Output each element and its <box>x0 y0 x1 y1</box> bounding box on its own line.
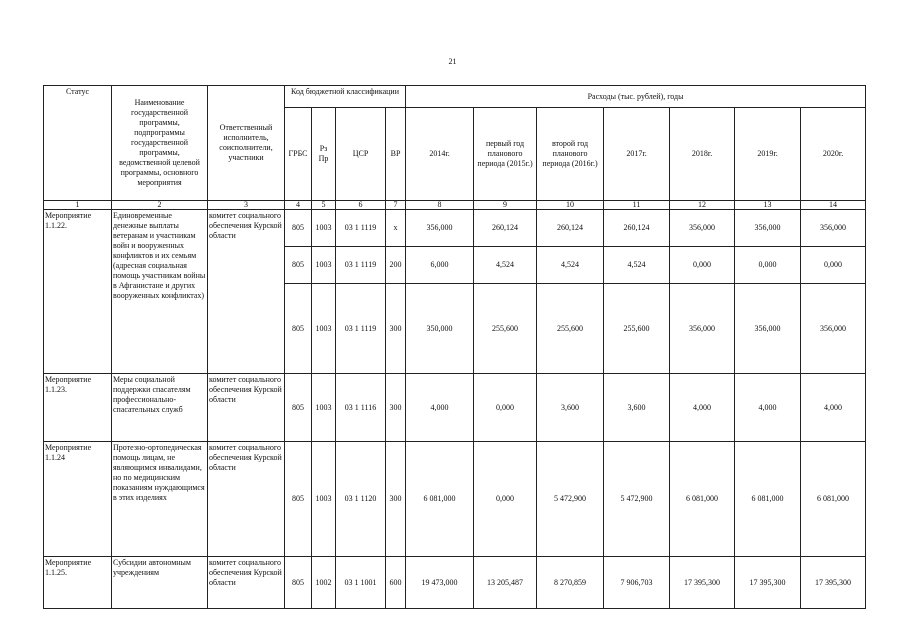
cell-2014: 6 081,000 <box>406 442 474 557</box>
cell-csr: 03 1 1119 <box>336 210 386 247</box>
row-responsible: комитет социального обеспечения Курской области <box>208 374 285 442</box>
cell-2019: 356,000 <box>735 210 801 247</box>
cell-2020: 6 081,000 <box>801 442 866 557</box>
row-name: Субсидии автономным учреждениям <box>112 557 208 609</box>
column-number: 8 <box>406 201 474 210</box>
header-2015: первый год планового периода (2015г.) <box>474 108 537 201</box>
column-number-row <box>44 201 866 210</box>
header-2018: 2018г. <box>670 108 735 201</box>
column-number: 5 <box>312 201 336 210</box>
budget-table <box>43 85 866 609</box>
cell-2019: 6 081,000 <box>735 442 801 557</box>
column-number: 2 <box>112 201 208 210</box>
row-status: Мероприятие 1.1.23. <box>44 374 112 442</box>
header-2014: 2014г. <box>406 108 474 201</box>
column-number: 11 <box>604 201 670 210</box>
column-number: 1 <box>44 201 112 210</box>
header-2017: 2017г. <box>604 108 670 201</box>
cell-2015: 0,000 <box>474 374 537 442</box>
header-responsible: Ответственный исполнитель, соисполнители, участники <box>208 86 285 201</box>
row-status: Мероприятие 1.1.25. <box>44 557 112 609</box>
cell-2015: 260,124 <box>474 210 537 247</box>
cell-2016: 3,600 <box>537 374 604 442</box>
cell-2020: 356,000 <box>801 210 866 247</box>
cell-rzpr: 1003 <box>312 247 336 284</box>
cell-2014: 350,000 <box>406 284 474 374</box>
cell-2015: 255,600 <box>474 284 537 374</box>
cell-rzpr: 1003 <box>312 284 336 374</box>
column-number: 12 <box>670 201 735 210</box>
cell-2020: 4,000 <box>801 374 866 442</box>
cell-2020: 0,000 <box>801 247 866 284</box>
table-row <box>44 210 866 247</box>
cell-2014: 19 473,000 <box>406 557 474 609</box>
cell-2016: 8 270,859 <box>537 557 604 609</box>
header-budget-code: Код бюджетной классификации <box>285 86 406 108</box>
cell-2019: 4,000 <box>735 374 801 442</box>
cell-grbs: 805 <box>285 557 312 609</box>
header-grbs: ГРБС <box>285 108 312 201</box>
cell-2018: 356,000 <box>670 210 735 247</box>
row-status: Мероприятие 1.1.24 <box>44 442 112 557</box>
column-number: 13 <box>735 201 801 210</box>
column-number: 4 <box>285 201 312 210</box>
row-name: Протезно-ортопедическая помощь лицам, не являющимся инвалидами, но по медицинским показаниям нуждающимся в этих изделиях <box>112 442 208 557</box>
cell-rzpr: 1003 <box>312 374 336 442</box>
cell-2016: 5 472,900 <box>537 442 604 557</box>
cell-rzpr: 1003 <box>312 210 336 247</box>
column-number: 3 <box>208 201 285 210</box>
cell-vr: 600 <box>386 557 406 609</box>
cell-2018: 6 081,000 <box>670 442 735 557</box>
cell-2014: 6,000 <box>406 247 474 284</box>
column-number: 7 <box>386 201 406 210</box>
row-status: Мероприятие 1.1.22. <box>44 210 112 374</box>
cell-vr: 300 <box>386 442 406 557</box>
row-responsible: комитет социального обеспечения Курской области <box>208 557 285 609</box>
cell-2015: 0,000 <box>474 442 537 557</box>
cell-2020: 17 395,300 <box>801 557 866 609</box>
cell-vr: 300 <box>386 374 406 442</box>
cell-grbs: 805 <box>285 284 312 374</box>
cell-2014: 356,000 <box>406 210 474 247</box>
header-vr: ВР <box>386 108 406 201</box>
cell-rzpr: 1002 <box>312 557 336 609</box>
cell-csr: 03 1 1001 <box>336 557 386 609</box>
cell-2017: 3,600 <box>604 374 670 442</box>
cell-2017: 260,124 <box>604 210 670 247</box>
header-name: Наименование государственной программы, подпрограммы государственной программы, ведомственной целевой программы, основного мероприятия <box>112 86 208 201</box>
header-status: Статус <box>44 86 112 201</box>
cell-2020: 356,000 <box>801 284 866 374</box>
row-responsible: комитет социального обеспечения Курской области <box>208 442 285 557</box>
column-number: 6 <box>336 201 386 210</box>
table-row <box>44 557 866 609</box>
cell-2014: 4,000 <box>406 374 474 442</box>
cell-csr: 03 1 1120 <box>336 442 386 557</box>
header-csr: ЦСР <box>336 108 386 201</box>
cell-2017: 4,524 <box>604 247 670 284</box>
header-expenses: Расходы (тыс. рублей), годы <box>406 86 866 108</box>
row-responsible: комитет социального обеспечения Курской области <box>208 210 285 374</box>
header-2019: 2019г. <box>735 108 801 201</box>
cell-csr: 03 1 1119 <box>336 284 386 374</box>
cell-vr: 200 <box>386 247 406 284</box>
cell-2019: 356,000 <box>735 284 801 374</box>
cell-2016: 260,124 <box>537 210 604 247</box>
cell-2017: 5 472,900 <box>604 442 670 557</box>
cell-2018: 4,000 <box>670 374 735 442</box>
cell-2017: 7 906,703 <box>604 557 670 609</box>
row-name: Меры социальной поддержки спасателям профессионально-спасательных служб <box>112 374 208 442</box>
cell-2017: 255,600 <box>604 284 670 374</box>
header-2020: 2020г. <box>801 108 866 201</box>
cell-vr: х <box>386 210 406 247</box>
cell-2019: 17 395,300 <box>735 557 801 609</box>
cell-grbs: 805 <box>285 210 312 247</box>
cell-2016: 4,524 <box>537 247 604 284</box>
column-number: 10 <box>537 201 604 210</box>
table-row <box>44 374 866 442</box>
page-number: 21 <box>448 57 457 66</box>
header-2016: второй год планового периода (2016г.) <box>537 108 604 201</box>
cell-csr: 03 1 1116 <box>336 374 386 442</box>
cell-csr: 03 1 1119 <box>336 247 386 284</box>
cell-rzpr: 1003 <box>312 442 336 557</box>
cell-2018: 17 395,300 <box>670 557 735 609</box>
table-row <box>44 442 866 557</box>
cell-grbs: 805 <box>285 442 312 557</box>
header-rzpr: Рз Пр <box>312 108 336 201</box>
cell-2015: 4,524 <box>474 247 537 284</box>
column-number: 14 <box>801 201 866 210</box>
row-name: Единовременные денежные выплаты ветеранам и участникам войн и вооруженных конфликтов и их семьям (адресная социальная помощь участникам войны в Афганистане и других вооруженных конфликтах) <box>112 210 208 374</box>
cell-2016: 255,600 <box>537 284 604 374</box>
cell-2018: 0,000 <box>670 247 735 284</box>
column-number: 9 <box>474 201 537 210</box>
cell-2019: 0,000 <box>735 247 801 284</box>
cell-grbs: 805 <box>285 374 312 442</box>
cell-2018: 356,000 <box>670 284 735 374</box>
cell-vr: 300 <box>386 284 406 374</box>
cell-grbs: 805 <box>285 247 312 284</box>
cell-2015: 13 205,487 <box>474 557 537 609</box>
